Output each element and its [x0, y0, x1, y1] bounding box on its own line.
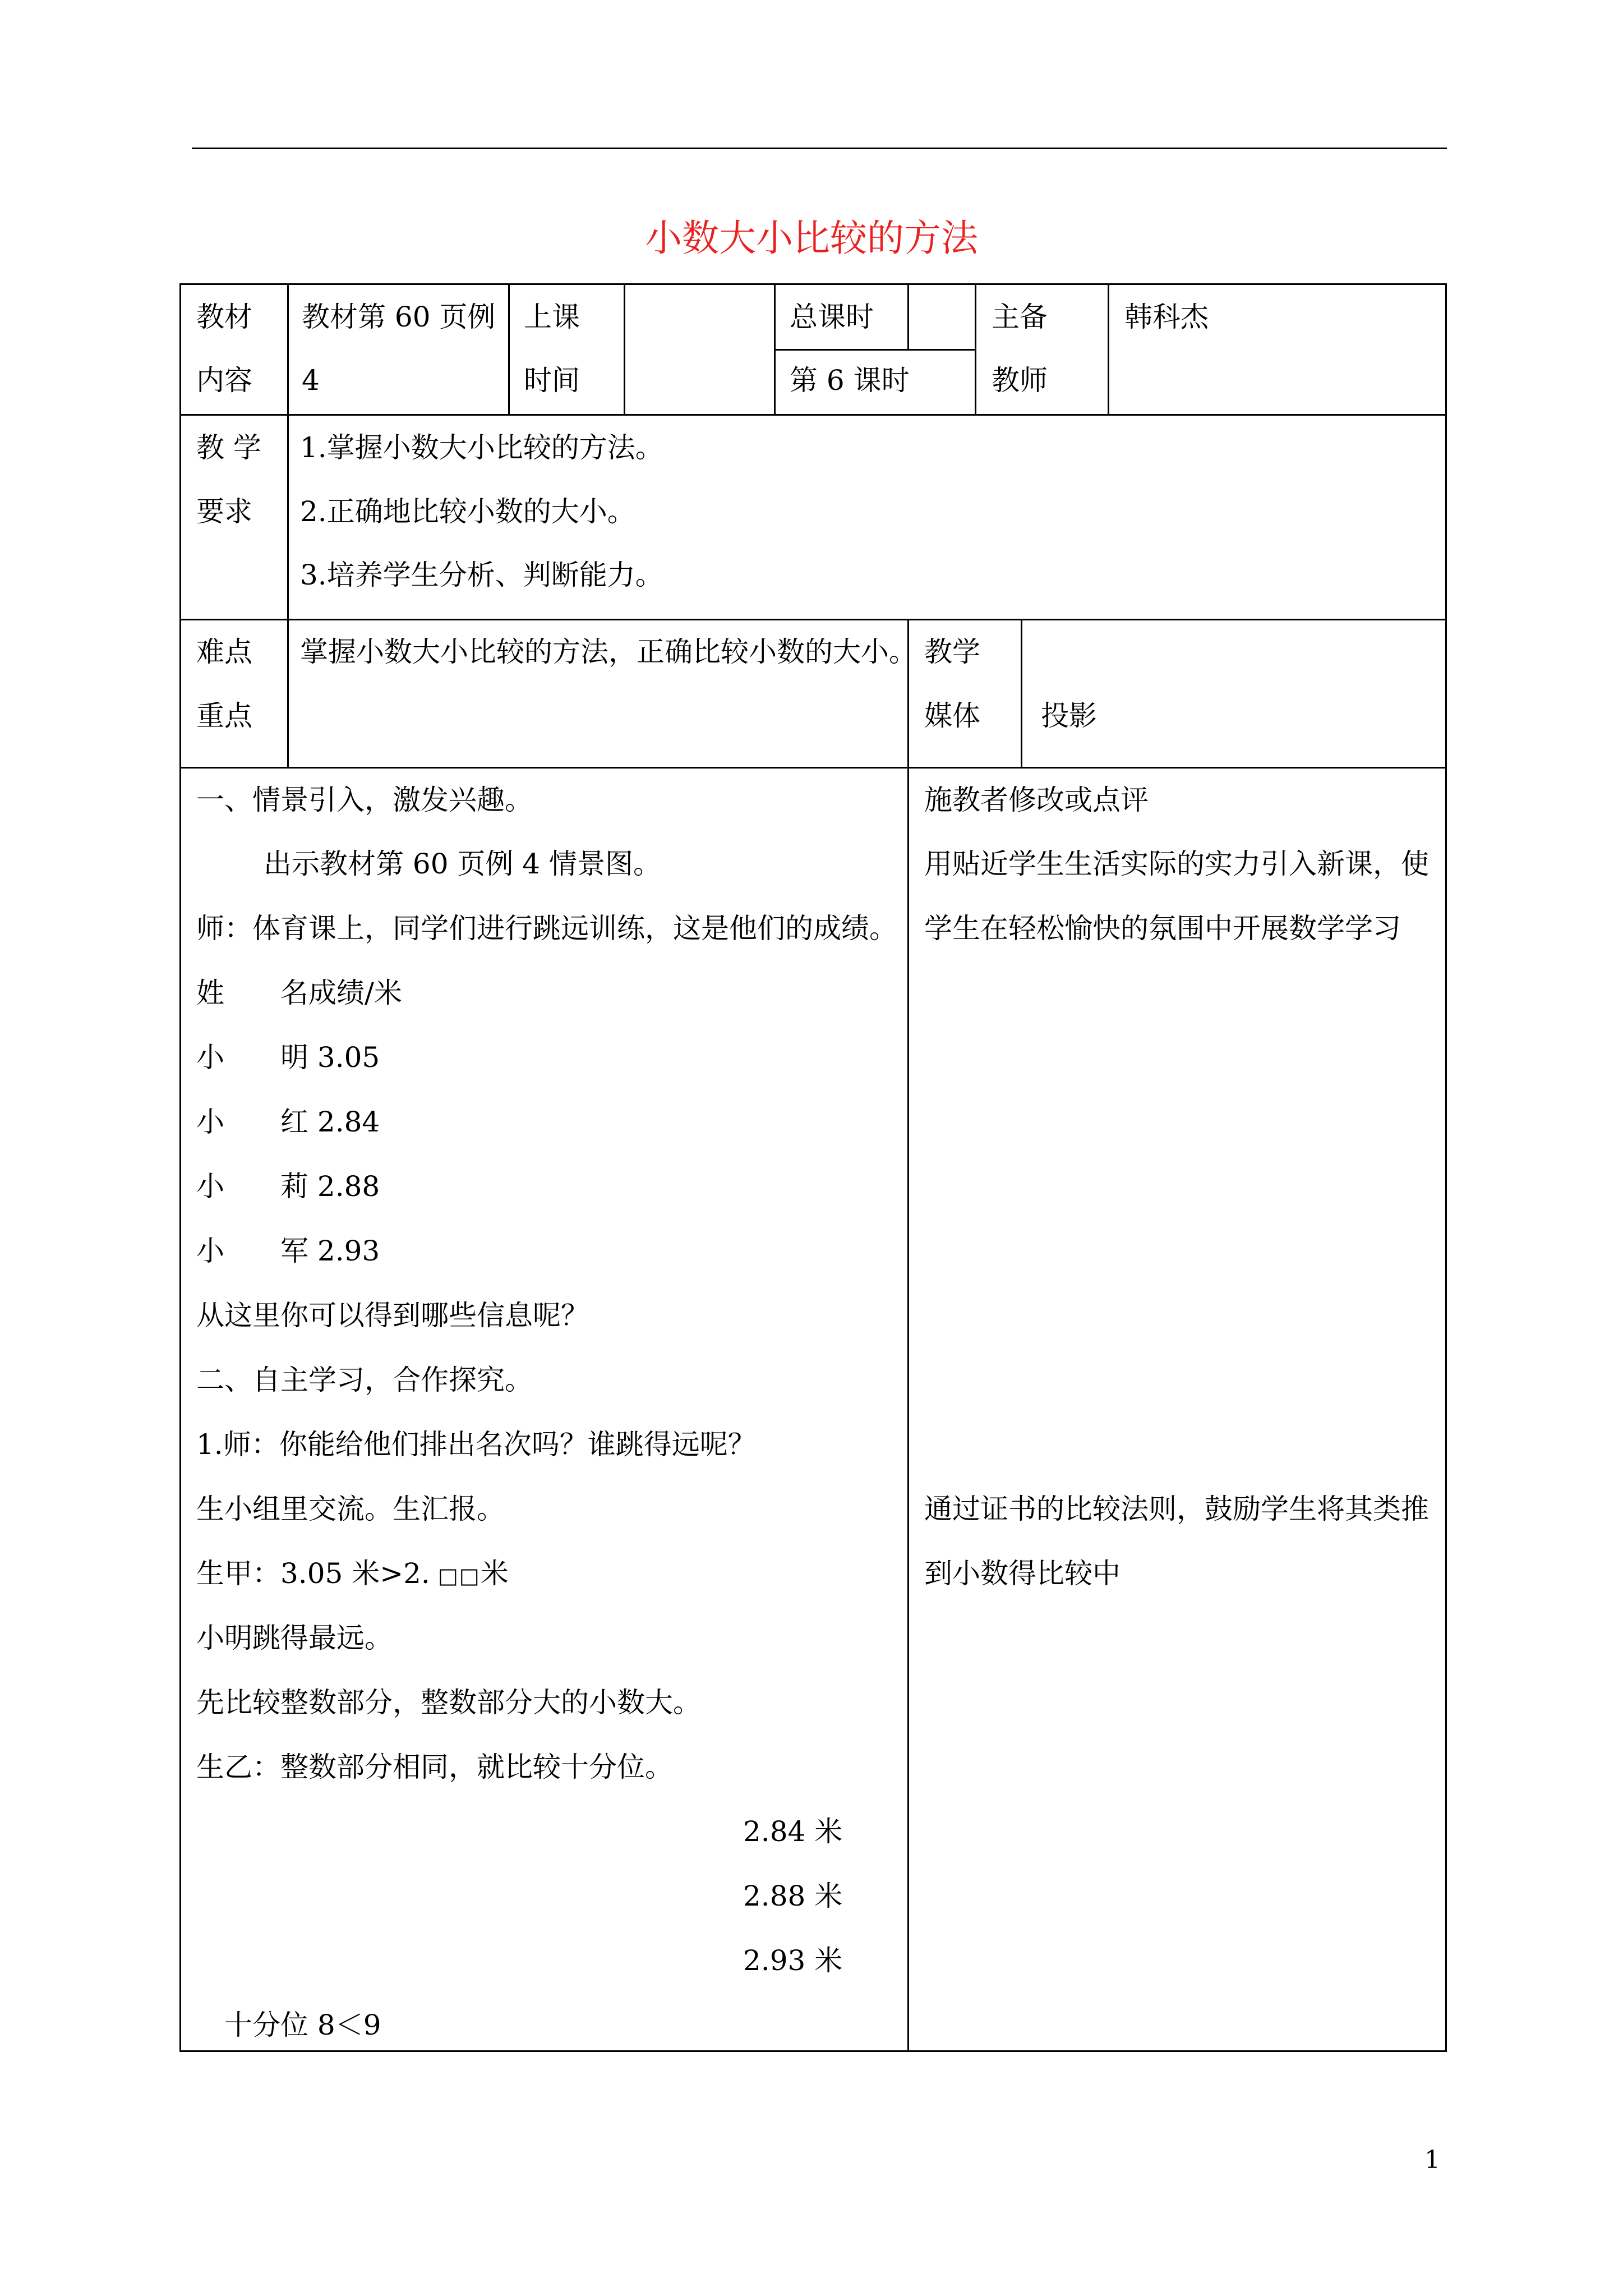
student-row: 明 3.05 — [280, 1041, 380, 1074]
process-line: 二、自主学习，合作探究。 — [196, 1364, 533, 1396]
process-line: 出示教材第 60 页例 4 情景图。 — [264, 848, 662, 880]
lead-teacher-label-1: 主备 — [992, 301, 1048, 333]
col-divider-hours-right — [975, 283, 976, 414]
process-line: 生乙：整数部分相同，就比较十分位。 — [196, 1751, 673, 1783]
class-time-label-2: 时间 — [524, 364, 580, 397]
media-label-2: 媒体 — [924, 700, 980, 732]
requirements-label-1: 教 学 — [196, 431, 261, 464]
student-row-prefix: 小 — [196, 1041, 224, 1074]
lead-teacher-name: 韩科杰 — [1124, 301, 1209, 333]
process-line: 1.师：你能给他们排出名次吗？谁跳得远呢？ — [196, 1428, 756, 1461]
row-divider-keypoints — [179, 767, 1447, 769]
comparison-unit: 米 — [480, 1557, 509, 1590]
class-time-label-1: 上课 — [524, 301, 580, 333]
comment-line: 到小数得比较中 — [924, 1557, 1121, 1590]
measurement-value: 2.88 米 — [743, 1880, 843, 1912]
row-divider-info — [179, 414, 1447, 416]
comparison-text: 生甲：3.05 米>2. — [196, 1557, 430, 1590]
lead-teacher-label-2: 教师 — [992, 364, 1048, 397]
keypoints-content: 掌握小数大小比较的方法，正确比较小数的大小。 — [300, 636, 917, 668]
col-divider-classtime — [624, 283, 625, 414]
table-border-right — [1445, 283, 1447, 2050]
table-header-name-1: 姓 — [196, 977, 224, 1009]
comment-line: 学生在轻松愉快的氛围中开展数学学习 — [924, 912, 1401, 945]
media-value: 投影 — [1041, 700, 1097, 732]
col-divider-hours-left — [774, 283, 776, 414]
keypoints-label-2: 重点 — [196, 700, 252, 732]
col-divider-comments — [907, 619, 909, 2050]
material-label-1: 教材 — [196, 301, 252, 333]
material-value-2: 4 — [302, 364, 320, 397]
student-row-prefix: 小 — [196, 1235, 224, 1267]
student-row: 莉 2.88 — [280, 1170, 380, 1203]
requirement-item-1: 1.掌握小数大小比较的方法。 — [300, 431, 663, 464]
table-border-top — [179, 283, 1447, 285]
row-divider-hours — [774, 349, 975, 351]
student-row: 红 2.84 — [280, 1106, 380, 1138]
col-divider-teacher — [1108, 283, 1109, 414]
col-divider-label — [287, 283, 289, 767]
measurement-value: 2.93 米 — [743, 1944, 843, 1977]
material-label-2: 内容 — [196, 364, 252, 397]
process-line: 十分位 8＜9 — [224, 2009, 381, 2041]
media-label-1: 教学 — [924, 636, 980, 668]
requirement-item-2: 2.正确地比较小数的大小。 — [300, 495, 635, 528]
col-divider-media — [1021, 619, 1022, 767]
measurement-value: 2.84 米 — [743, 1815, 843, 1848]
col-divider-hours-value — [907, 283, 909, 349]
total-hours-label: 总课时 — [790, 301, 874, 333]
student-row: 军 2.93 — [280, 1235, 380, 1267]
process-line-comparison — [196, 1557, 509, 1593]
lesson-number: 第 6 课时 — [790, 364, 910, 397]
row-divider-requirements — [179, 619, 1447, 620]
comment-line: 通过证书的比较法则，鼓励学生将其类推 — [924, 1493, 1429, 1525]
comment-heading: 施教者修改或点评 — [924, 784, 1149, 816]
comment-line: 用贴近学生生活实际的实力引入新课，使 — [924, 848, 1429, 880]
process-line: 师：体育课上，同学们进行跳远训练，这是他们的成绩。 — [196, 912, 897, 945]
table-border-bottom — [179, 2050, 1447, 2052]
col-divider-material — [508, 283, 510, 414]
requirement-item-3: 3.培养学生分析、判断能力。 — [300, 559, 663, 591]
process-line: 先比较整数部分，整数部分大的小数大。 — [196, 1686, 701, 1719]
keypoints-label-1: 难点 — [196, 636, 252, 668]
process-line: 一、情景引入，激发兴趣。 — [196, 784, 533, 816]
student-row-prefix: 小 — [196, 1106, 224, 1138]
table-header-name-2: 名成绩/米 — [280, 977, 402, 1009]
page-number: 1 — [1424, 2146, 1440, 2174]
page-title: 小数大小比较的方法 — [645, 217, 978, 260]
student-row-prefix: 小 — [196, 1170, 224, 1203]
table-border-left — [179, 283, 181, 2050]
process-line: 生小组里交流。生汇报。 — [196, 1493, 505, 1525]
requirements-label-2: 要求 — [196, 495, 252, 528]
process-line: 从这里你可以得到哪些信息呢？ — [196, 1299, 589, 1332]
header-rule — [192, 148, 1447, 149]
process-line: 小明跳得最远。 — [196, 1622, 393, 1654]
placeholder-boxes: □□ — [430, 1563, 481, 1588]
material-value-1: 教材第 60 页例 — [302, 301, 496, 333]
